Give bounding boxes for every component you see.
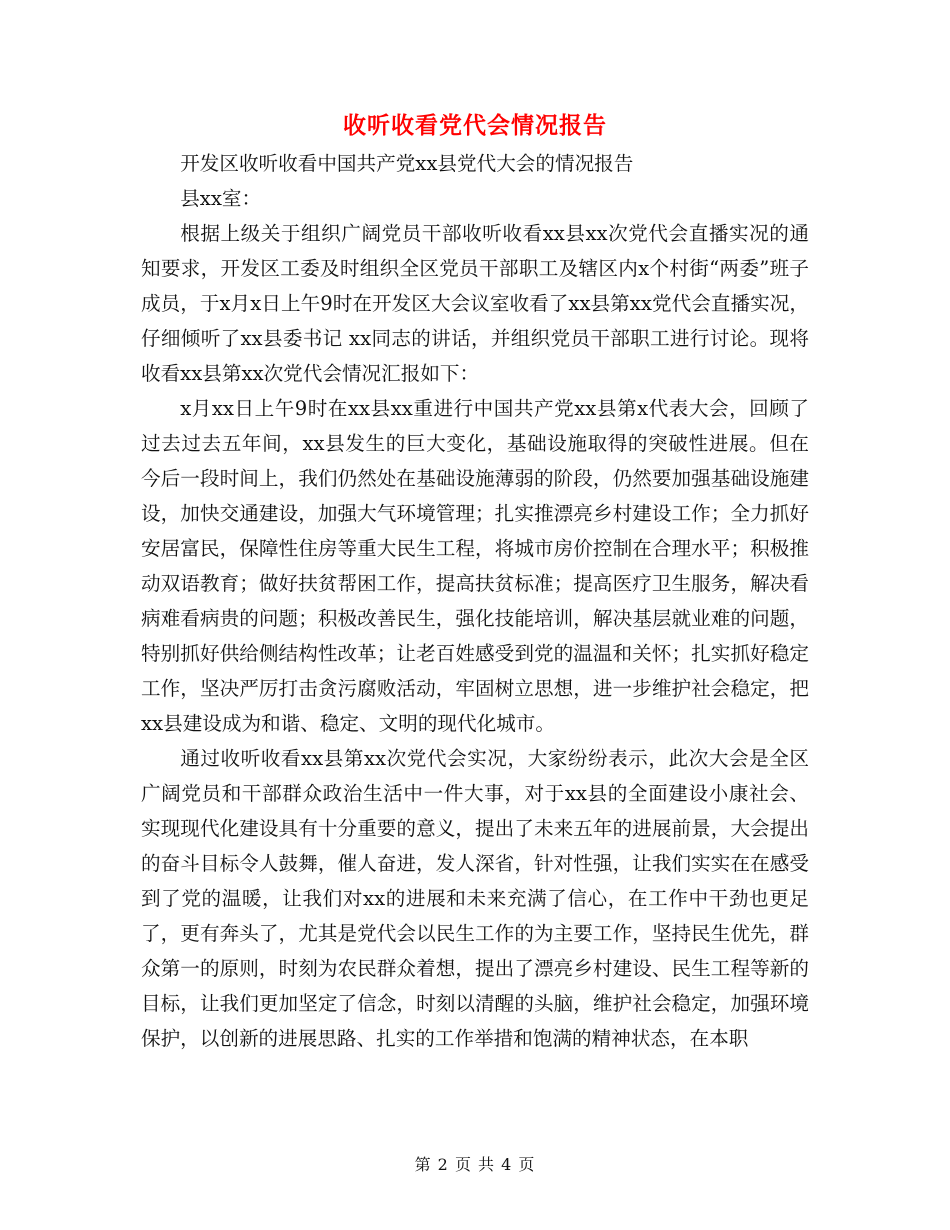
- paragraph: x月xx日上午9时在xx县xx重进行中国共产党xx县第x代表大会，回顾了过去过去五年间，xx县发生的巨大变化，基础设施取得的突破性进展。但在今后一段时间上，我们仍然处在基础设施薄弱的阶段，仍然要加强基础设施建设，加快交通建设，加强大气环境管理；扎实推漂亮乡村建设工作；全力抓好安居富民，保障性住房等重大民生工程，将城市房价控制在合理水平；积极推动双语教育；做好扶贫帮困工作，提高扶贫标准；提高医疗卫生服务，解决看病难看病贵的问题；积极改善民生，强化技能培训，解决基层就业难的问题，特别抓好供给侧结构性改革；让老百姓感受到党的温温和关怀；扎实抓好稳定工作，坚决严厉打击贪污腐败活动，牢固树立思想，进一步维护社会稳定，把xx县建设成为和谐、稳定、文明的现代化城市。: [141, 397, 809, 735]
- document-title: 收听收看党代会情况报告: [343, 112, 607, 139]
- page-footer: 第 2 页 共 4 页: [414, 1155, 536, 1174]
- paragraph: 根据上级关于组织广阔党员干部收听收看xx县xx次党代会直播实况的通知要求，开发区工委及时组织全区党员干部职工及辖区内x个村街“两委”班子成员，于x月x日上午9时在开发区大会议室收看了xx县第xx党代会直播实况，仔细倾听了xx县委书记 xx同志的讲话，并组织党员干部职工进行讨论。现将收看xx县第xx次党代会情况汇报如下：: [141, 222, 809, 385]
- document-body: [141, 146, 809, 1056]
- report-heading: 开发区收听收看中国共产党xx县党代大会的情况报告: [180, 152, 634, 175]
- addressee: 县xx室：: [180, 187, 262, 210]
- paragraph: 通过收听收看xx县第xx次党代会实况，大家纷纷表示，此次大会是全区广阔党员和干部群众政治生活中一件大事，对于xx县的全面建设小康社会、实现现代化建设具有十分重要的意义，提出了未来五年的进展前景，大会提出的奋斗目标令人鼓舞，催人奋进，发人深省，针对性强，让我们实实在在感受到了党的温暖，让我们对xx的进展和未来充满了信心，在工作中干劲也更足了，更有奔头了，尤其是党代会以民生工作的为主要工作，坚持民生优先，群众第一的原则，时刻为农民群众着想，提出了漂亮乡村建设、民生工程等新的目标，让我们更加坚定了信念，时刻以清醒的头脑，维护社会稳定，加强环境保护，以创新的进展思路、扎实的工作举措和饱满的精神状态，在本职: [141, 747, 809, 1050]
